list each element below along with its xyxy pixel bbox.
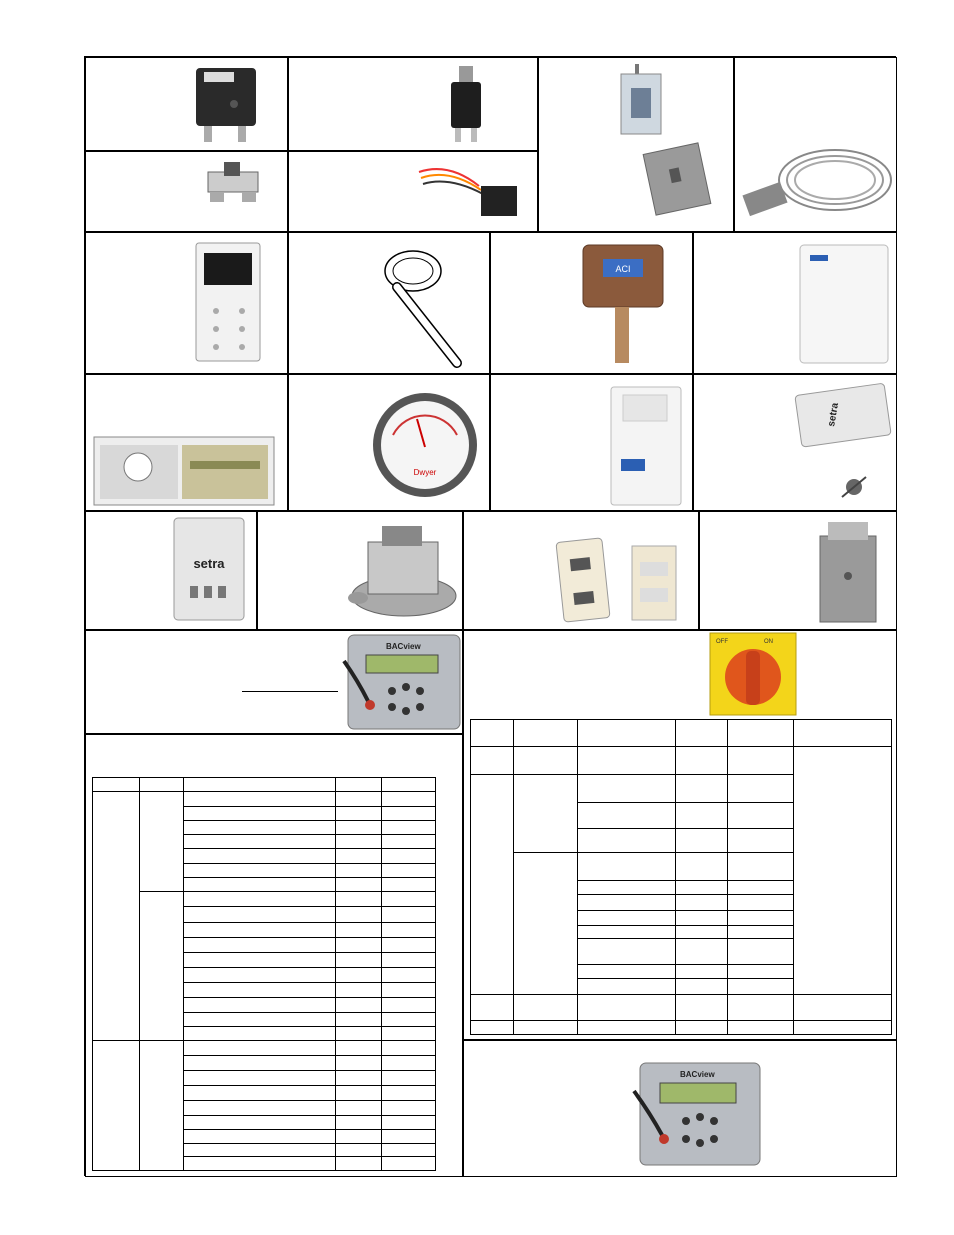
point-table-cell xyxy=(85,734,463,1177)
room-sensor-icon xyxy=(491,375,693,511)
circuit-breaker-icon xyxy=(289,58,538,151)
switch-box-icon xyxy=(539,58,734,232)
room-sensor-cell xyxy=(490,374,693,511)
setra-label-1: setra xyxy=(826,402,842,428)
bracket-cell xyxy=(85,151,288,232)
relay-photo-cell xyxy=(85,57,288,151)
setra-transducer-icon xyxy=(694,375,897,511)
thermostat-cell xyxy=(85,232,288,374)
aci-label: ACI xyxy=(615,264,631,274)
thermostat-icon xyxy=(86,233,288,374)
bacview-device-icon-bottom xyxy=(464,1041,897,1177)
disconnect-on-label: ON xyxy=(764,639,773,645)
circuit-breaker-cell xyxy=(288,57,538,151)
page-frame xyxy=(84,56,896,1176)
disconnect-off-label: OFF xyxy=(716,639,728,645)
dwyer-gauge-cell xyxy=(288,374,490,511)
wall-sensor-cell xyxy=(693,232,897,374)
metal-enclosure-icon xyxy=(700,512,897,630)
wall-sensor-icon xyxy=(694,233,897,374)
wired-relay-icon xyxy=(289,152,538,232)
mounting-bracket-icon xyxy=(86,152,288,232)
setra-sensor-icon xyxy=(86,512,257,630)
duct-probe-sensor-icon xyxy=(289,233,490,374)
gfci-outlet-cell xyxy=(463,511,699,630)
control-panel-cell xyxy=(85,374,288,511)
dwyer-label: Dwyer xyxy=(413,468,437,477)
temperature-wire-sensor-cell xyxy=(734,57,897,232)
pressure-switch-icon xyxy=(258,512,463,630)
disconnect-table xyxy=(470,719,892,1035)
setra-sensor-cell xyxy=(85,511,257,630)
aci-enclosure-cell xyxy=(490,232,693,374)
rotary-disconnect-icon xyxy=(464,631,897,719)
relay-module-icon xyxy=(86,58,288,151)
duct-sensor-drawing-cell xyxy=(288,232,490,374)
bacview-device-icon xyxy=(86,631,463,734)
aci-enclosure-icon xyxy=(491,233,693,374)
point-table xyxy=(92,777,436,1171)
disconnect-table-cell xyxy=(463,630,897,1040)
control-panel-icon xyxy=(86,375,288,511)
bacview-brand-top: BACview xyxy=(386,642,421,651)
pressure-gauge-icon xyxy=(289,375,490,511)
setra-transducer-cell xyxy=(693,374,897,511)
pressure-switch-cell xyxy=(257,511,463,630)
gfci-outlet-icon xyxy=(464,512,699,630)
averaging-sensor-icon xyxy=(735,58,897,232)
bacview-top-cell xyxy=(85,630,463,734)
bacview-bottom-cell xyxy=(463,1040,897,1177)
setra-label-2: setra xyxy=(193,556,225,571)
switch-box-cell xyxy=(538,57,734,232)
bacview-brand-bottom: BACview xyxy=(680,1070,715,1079)
metal-enclosure-cell xyxy=(699,511,897,630)
wired-relay-cell xyxy=(288,151,538,232)
